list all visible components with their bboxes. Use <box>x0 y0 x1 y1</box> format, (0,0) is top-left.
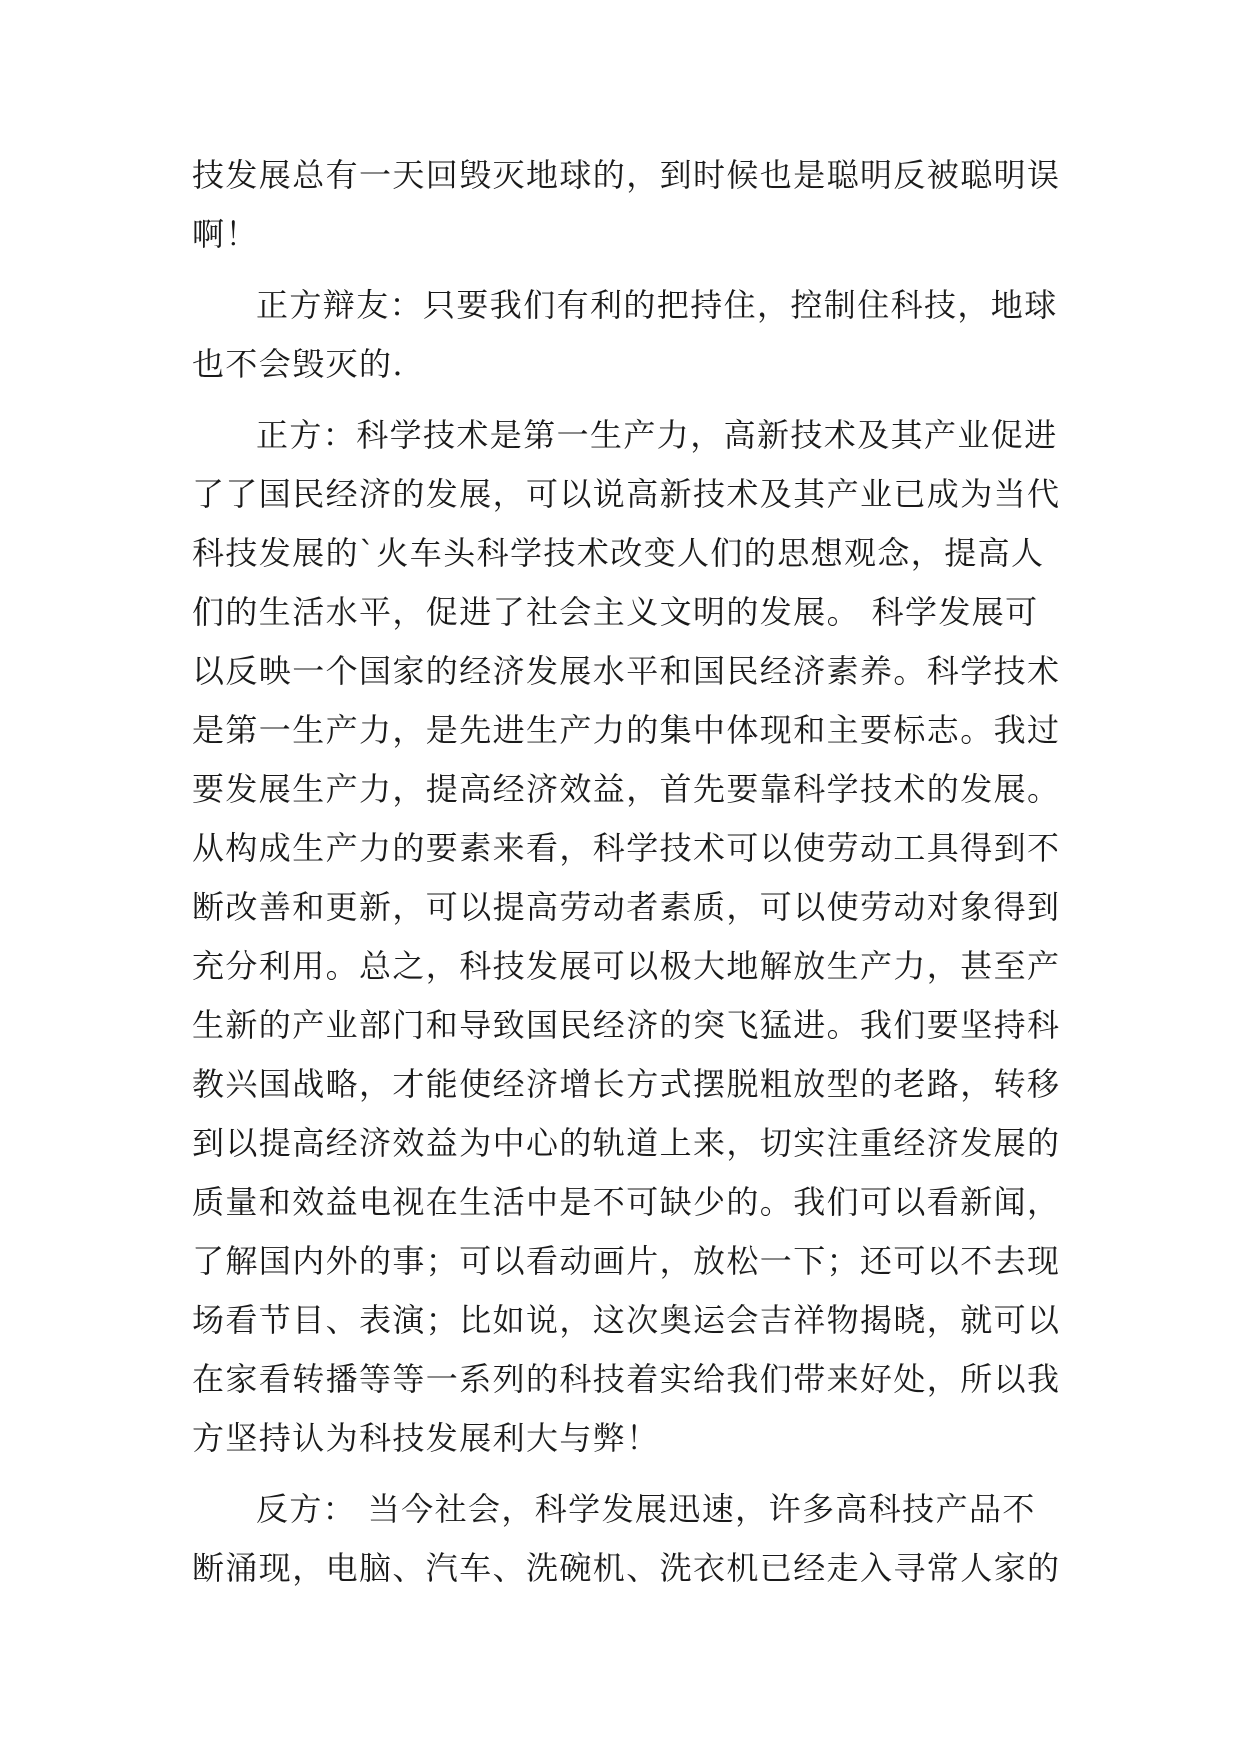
text-line: 方坚持认为科技发展利大与弊！ <box>192 1419 660 1457</box>
text-line: 也不会毁灭的. <box>192 345 404 383</box>
text-line: 在家看转播等等一系列的科技着实给我们带来好处，所以我 <box>192 1360 1061 1398</box>
text-line: 断改善和更新，可以提高劳动者素质，可以使劳动对象得到 <box>192 888 1061 926</box>
document-body <box>192 146 1061 1598</box>
text-line: 以反映一个国家的经济发展水平和国民经济素养。科学技术 <box>192 652 1061 690</box>
text-line: 是第一生产力，是先进生产力的集中体现和主要标志。我过 <box>192 711 1061 749</box>
text-line: 生新的产业部门和导致国民经济的突飞猛进。我们要坚持科 <box>192 1006 1061 1044</box>
text-line: 技发展总有一天回毁灭地球的，到时候也是聪明反被聪明误 <box>192 156 1061 194</box>
paragraph-gap <box>192 1468 1056 1480</box>
text-line: 教兴国战略，才能使经济增长方式摆脱粗放型的老路，转移 <box>192 1065 1061 1103</box>
text-line: 反方： 当今社会，科学发展迅速，许多高科技产品不 <box>256 1490 1036 1528</box>
text-line: 了解国内外的事；可以看动画片，放松一下；还可以不去现 <box>192 1242 1061 1280</box>
text-line: 要发展生产力，提高经济效益，首先要靠科学技术的发展。 <box>192 770 1061 808</box>
text-line: 断涌现，电脑、汽车、洗碗机、洗衣机已经走入寻常人家的 <box>192 1549 1061 1587</box>
text-line: 科技发展的`火车头科学技术改变人们的思想观念，提高人 <box>192 534 1045 572</box>
text-line: 们的生活水平，促进了社会主义文明的发展。 科学发展可 <box>192 593 1039 631</box>
text-line: 啊！ <box>192 215 259 253</box>
text-line: 从构成生产力的要素来看，科学技术可以使劳动工具得到不 <box>192 829 1061 867</box>
paragraph-p2 <box>192 276 1056 394</box>
paragraph-p3 <box>192 406 1061 1468</box>
text-line: 充分利用。总之，科技发展可以极大地解放生产力，甚至产 <box>192 947 1061 985</box>
text-line: 正方辩友：只要我们有利的把持住，控制住科技，地球 <box>256 286 1058 324</box>
paragraph-p1 <box>192 146 1061 264</box>
paragraph-p4 <box>192 1480 1061 1598</box>
text-line: 场看节目、表演；比如说，这次奥运会吉祥物揭晓，就可以 <box>192 1301 1061 1339</box>
text-line: 了了国民经济的发展，可以说高新技术及其产业已成为当代 <box>192 475 1061 513</box>
text-line: 质量和效益电视在生活中是不可缺少的。我们可以看新闻， <box>192 1183 1061 1221</box>
paragraph-gap <box>192 394 1056 406</box>
text-line: 到以提高经济效益为中心的轨道上来，切实注重经济发展的 <box>192 1124 1061 1162</box>
paragraph-gap <box>192 264 1056 276</box>
text-line: 正方：科学技术是第一生产力，高新技术及其产业促进 <box>256 416 1058 454</box>
